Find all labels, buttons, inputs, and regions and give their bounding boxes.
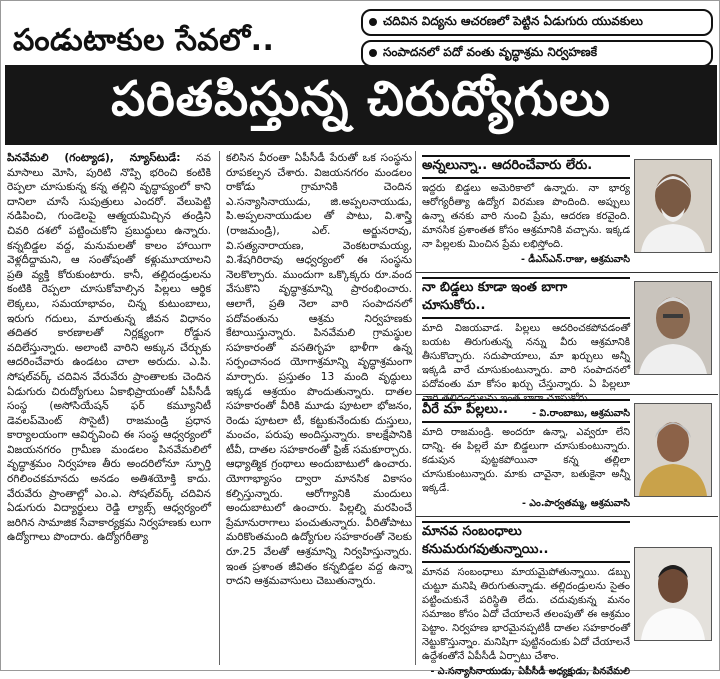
bullet-icon xyxy=(369,18,377,26)
kicker-headline: పండుటాకుల సేవలో.. xyxy=(13,23,275,58)
testimonial-story xyxy=(416,517,718,677)
story-text: మాది రాజమండ్రి. అందరూ ఉన్నా, ఎవ్వరూ లేని దాన్ని. ఈ పిల్లలే మా బిడ్డలుగా చూసుకుంటున్నారు. కడుపున పుట్టకపోయినా కన్న తల్లిలా చూసుకుంటున్నారు. మాకు చావైనా, బతుకైనా అన్నీ ఇక్కడే. xyxy=(422,427,630,494)
main-headline-banner xyxy=(5,65,717,145)
highlight-bullets xyxy=(361,9,713,71)
story-text: మాది విజయవాడ. పిల్లలు ఆదరించకపోవడంతో బయట తిరుగుతున్న నన్ను వీరు ఆశ్రమానికి తీసుకొచ్చారు. సదుపాయాలు, మా ఖర్చులు అన్నీ ఇక్కడి వారే చూసుకుంటున్నారు. వారి సంపాదనలో పదోవంతు మా కోసం ఖర్చు చేస్తున్నారు. ఏ పిల్లలూ వారి తల్లిదండ్రులను ఇంత బాగా చూసుకోరు. xyxy=(422,323,630,404)
story-signature: - ఎ.సన్యాసినాయుడు, ఏపీసీడీ అధ్యక్షుడు, పినవేమలి xyxy=(430,666,630,677)
article-body xyxy=(5,151,717,677)
dateline: పినవేమలి (గంట్యాడ), న్యూస్‌టుడే: xyxy=(7,152,181,164)
bullet-icon xyxy=(369,49,377,57)
story-signature: - ఎం.పార్వతమ్మ, ఆశ్రమవాసి xyxy=(522,498,630,509)
article-column-2 xyxy=(219,151,412,665)
portrait-photo xyxy=(634,403,712,497)
story-text: ఇద్దరు బిడ్డలు అమెరికాలో ఉన్నారు. నా భార్య ఆరోగ్యరీత్యా ఉద్యోగ విరమణ పొందింది. అప్పులు ఉన్నా తనకు వారి నుంచి ప్రేమ, ఆదరణ కరవైంది. మానసిక ప్రశాంతత కోసం ఆశ్రమానికి వచ్చాను. ఇక్కడ నా పిల్లలకు మించిన ప్రేమ లభిస్తోంది. xyxy=(422,183,630,250)
portrait-photo xyxy=(634,547,712,641)
highlight-bullet-text: సంపాదనలో పదో వంతు వృద్ధాశ్రమ నిర్వహణకే xyxy=(383,45,597,59)
portrait-photo xyxy=(634,281,712,375)
main-headline: పరితపిస్తున్న చిరుద్యోగులు xyxy=(111,71,611,127)
story-heading: వీరే మా పిల్లలు.. xyxy=(422,399,630,423)
portrait-photo xyxy=(634,159,712,253)
article-column-1 xyxy=(7,151,211,665)
story-heading: నా బిడ్డలు కూడా ఇంత బాగా చూసుకోరు.. xyxy=(422,277,630,319)
story-signature: - డీఎస్‌ఎన్.రాజు, ఆశ్రమవాసి xyxy=(521,254,630,265)
article-text-2: కలిసిన వీరంతా ఏపీసీడీ పేరుతో ఒక సంస్థను రూపకల్పన చేశారు. విజయనగరం మండలం రాకోడు గ్రామానికి చెందిన ఎ.సన్యాసినాయుడు, జి.అప్పలనాయుడు, పి.అప్పలనాయుడుల తో పాటు, వి.శాస్త్రి (రాజమండ్రి), ఎల్. అర్జునరావు, వి.సత్యనారాయణ, వెంకటరామయ్య, వి.శేషగిరిరావు ఆధ్వర్యంలో ఈ సంస్థను నెలకొల్పారు. ముందుగా ఒక్కొక్కరు రూ.వంద వేసుకొని వృద్ధాశ్రమాన్ని ప్రారంభించారు. ఆలాగే, ప్రతి నెలా వారి సంపాదనలో పదోవంతును ఆశ్రమ నిర్వహణకు కేటాయిస్తున్నారు. పినవేమలి గ్రామస్థుల సహకారంతో వసతిగృహ భాళీగా ఉన్న సర్పంచానంద యోగాశ్రమాన్ని వృద్ధాశ్రమంగా మార్చారు. ప్రస్తుతం 13 మంది వృద్ధులు ఇక్కడ ఆశ్రయం పొందుతున్నారు. దాతల సహకారంతో వీరికి మూడు పూటలా భోజనం, రెండు పూటలా టీ, కట్టుకునేందుకు దుస్తులు, మంచం, పరుపు అందిస్తున్నారు. కాలక్షేపానికి టీవీ, దాతల సహకారంతో ఫ్రిజ్ సమకూర్చారు. ఆధ్యాత్మిక గ్రంథాలు అందుబాటులో ఉంచారు. యోగాభ్యాసం ద్వారా మానసిక వికాసం కల్పిస్తున్నారు. ఆరోగ్యానికి మందులు అందుబాటులో ఉంచారు. పిల్లల్ని మరపించే ప్రేమానురాగాలు పంచుతున్నారు. వీరితోపాటు మరికొంతమంది ఉద్యోగుల సహకారంతో నెలకు రూ.25 వేలతో ఆశ్రమాన్ని నిర్వహిస్తున్నారు. ఇంత ప్రశాంత జీవితం కన్నబిడ్డల వద్ద ఉన్నా రాదని ఆశ్రమవాసులు చెబుతున్నారు. xyxy=(226,152,412,588)
testimonials-panel xyxy=(415,151,718,677)
story-signature: - వి.రాంబాబు, ఆశ్రమవాసి xyxy=(532,408,630,419)
testimonial-story xyxy=(416,395,718,517)
header xyxy=(5,5,717,146)
story-text: మానవ సంబంధాలు మాయమైపోతున్నాయి. డబ్బు చుట్టూ మనిషి తిరుగుతున్నాడు. తల్లిదండ్రులను సైతం పట్టించుకునే పరిస్థితి లేదు. చదువుకున్న మనం సమాజం కోసం ఏదో చేయాలనే తలంపుతో ఈ ఆశ్రమం పెట్టాం. నిర్వహణ భారమైనప్పటికీ దాతల సహకారంతో నెట్టుకొస్తున్నాం. మనిషిగా పుట్టినందుకు ఏదో చేయాలనే ఉద్దేశంతోనే ఏపీసీడీ ఏర్పాటు చేశాం. xyxy=(422,567,630,662)
highlight-bullet-text: చదివిన విద్యను ఆచరణలో పెట్టిన ఏడుగురు యువకులు xyxy=(383,14,643,28)
story-heading: మానవ సంబంధాలు కనుమరుగవుతున్నాయి.. xyxy=(422,521,630,563)
highlight-bullet xyxy=(361,40,713,67)
story-heading: అన్నలున్నా.. ఆదరించేవారు లేరు. xyxy=(422,155,630,179)
article-text-1: నవ మాసాలు మోసి, పురిటి నొప్పి భరించి కంటికి రెప్పలా చూసుకున్న కన్న తల్లిని వృద్ధాప్యంలో కాని దానిలా చూసే సుపుత్రులు ఎందరో. వేలుపెట్టి నడిపించి, గుండెలపై ఆత్మయమిచ్చిన తండ్రిని చివరి దశలో పట్టించుకోని ప్రబుద్ధులు ఉన్నారు. కన్నబిడ్డల వద్ద, మనుమలతో కాలం హాయిగా వెళ్లదీద్దామని, ఆ సంతోషంతో కళ్లుమూయాలని ప్రతి వ్యక్తి కోరుకుంటారు. కానీ, తల్లిదండ్రులను కంటికి రెప్పలా చూసుకోవాల్సిన పిల్లలు ఆర్థిక లెక్కలు, సమయాభావం, చిన్న కుటుంబాలు, ఇరుగు గదులు, మారుతున్న జీవన విధానం తదితర కారణాలతో నిర్లక్ష్యంగా రోడ్డున వదిలేస్తున్నారు. అలాంటి వారిని అక్కున చేర్చుకు ఆదరించేవారు ఉండటం చాలా అరుదు. ఎ.పి. సోషల్‌వర్క్ చదివిన వేరువేరు ప్రాంతాలకు చెందిన ఏడుగురు చిరుద్యోగులు ఏకాభిప్రాయంతో ఏపీసీడీ సంస్థ (అసోసియేషన్ ఫర్ కమ్యూనిటీ డెవలప్‌మెంట్ సొసైటీ) రాజమండ్రి ప్రధాన కార్యాలయంగా ఆవిర్భవించి ఈ సంస్థ ఆధ్వర్యంలో విజయనగరం గ్రామీణ మండలం పినవేమలిలో వృద్ధాశ్రమం నిర్వహణ తీరు అందరిలోనూ స్ఫూర్తి రగిలించకమానదు అనడం అతిశయోక్తి కాదు. వేరువేరు ప్రాంతాల్లో ఎం.ఎ. సోషల్‌వర్క్ చదివిన ఏడుగురు విద్యార్థులు రెడ్డి ల్యాబ్స్ ఆధ్వర్యంలో జరిగిన సామాజిక సేవాకార్యక్రమ నిర్వహణకు లుగా ఉద్యోగాలు పొందారు. ఉద్యోగరీత్యా xyxy=(7,152,211,544)
testimonial-story xyxy=(416,151,718,273)
highlight-bullet xyxy=(361,9,713,36)
